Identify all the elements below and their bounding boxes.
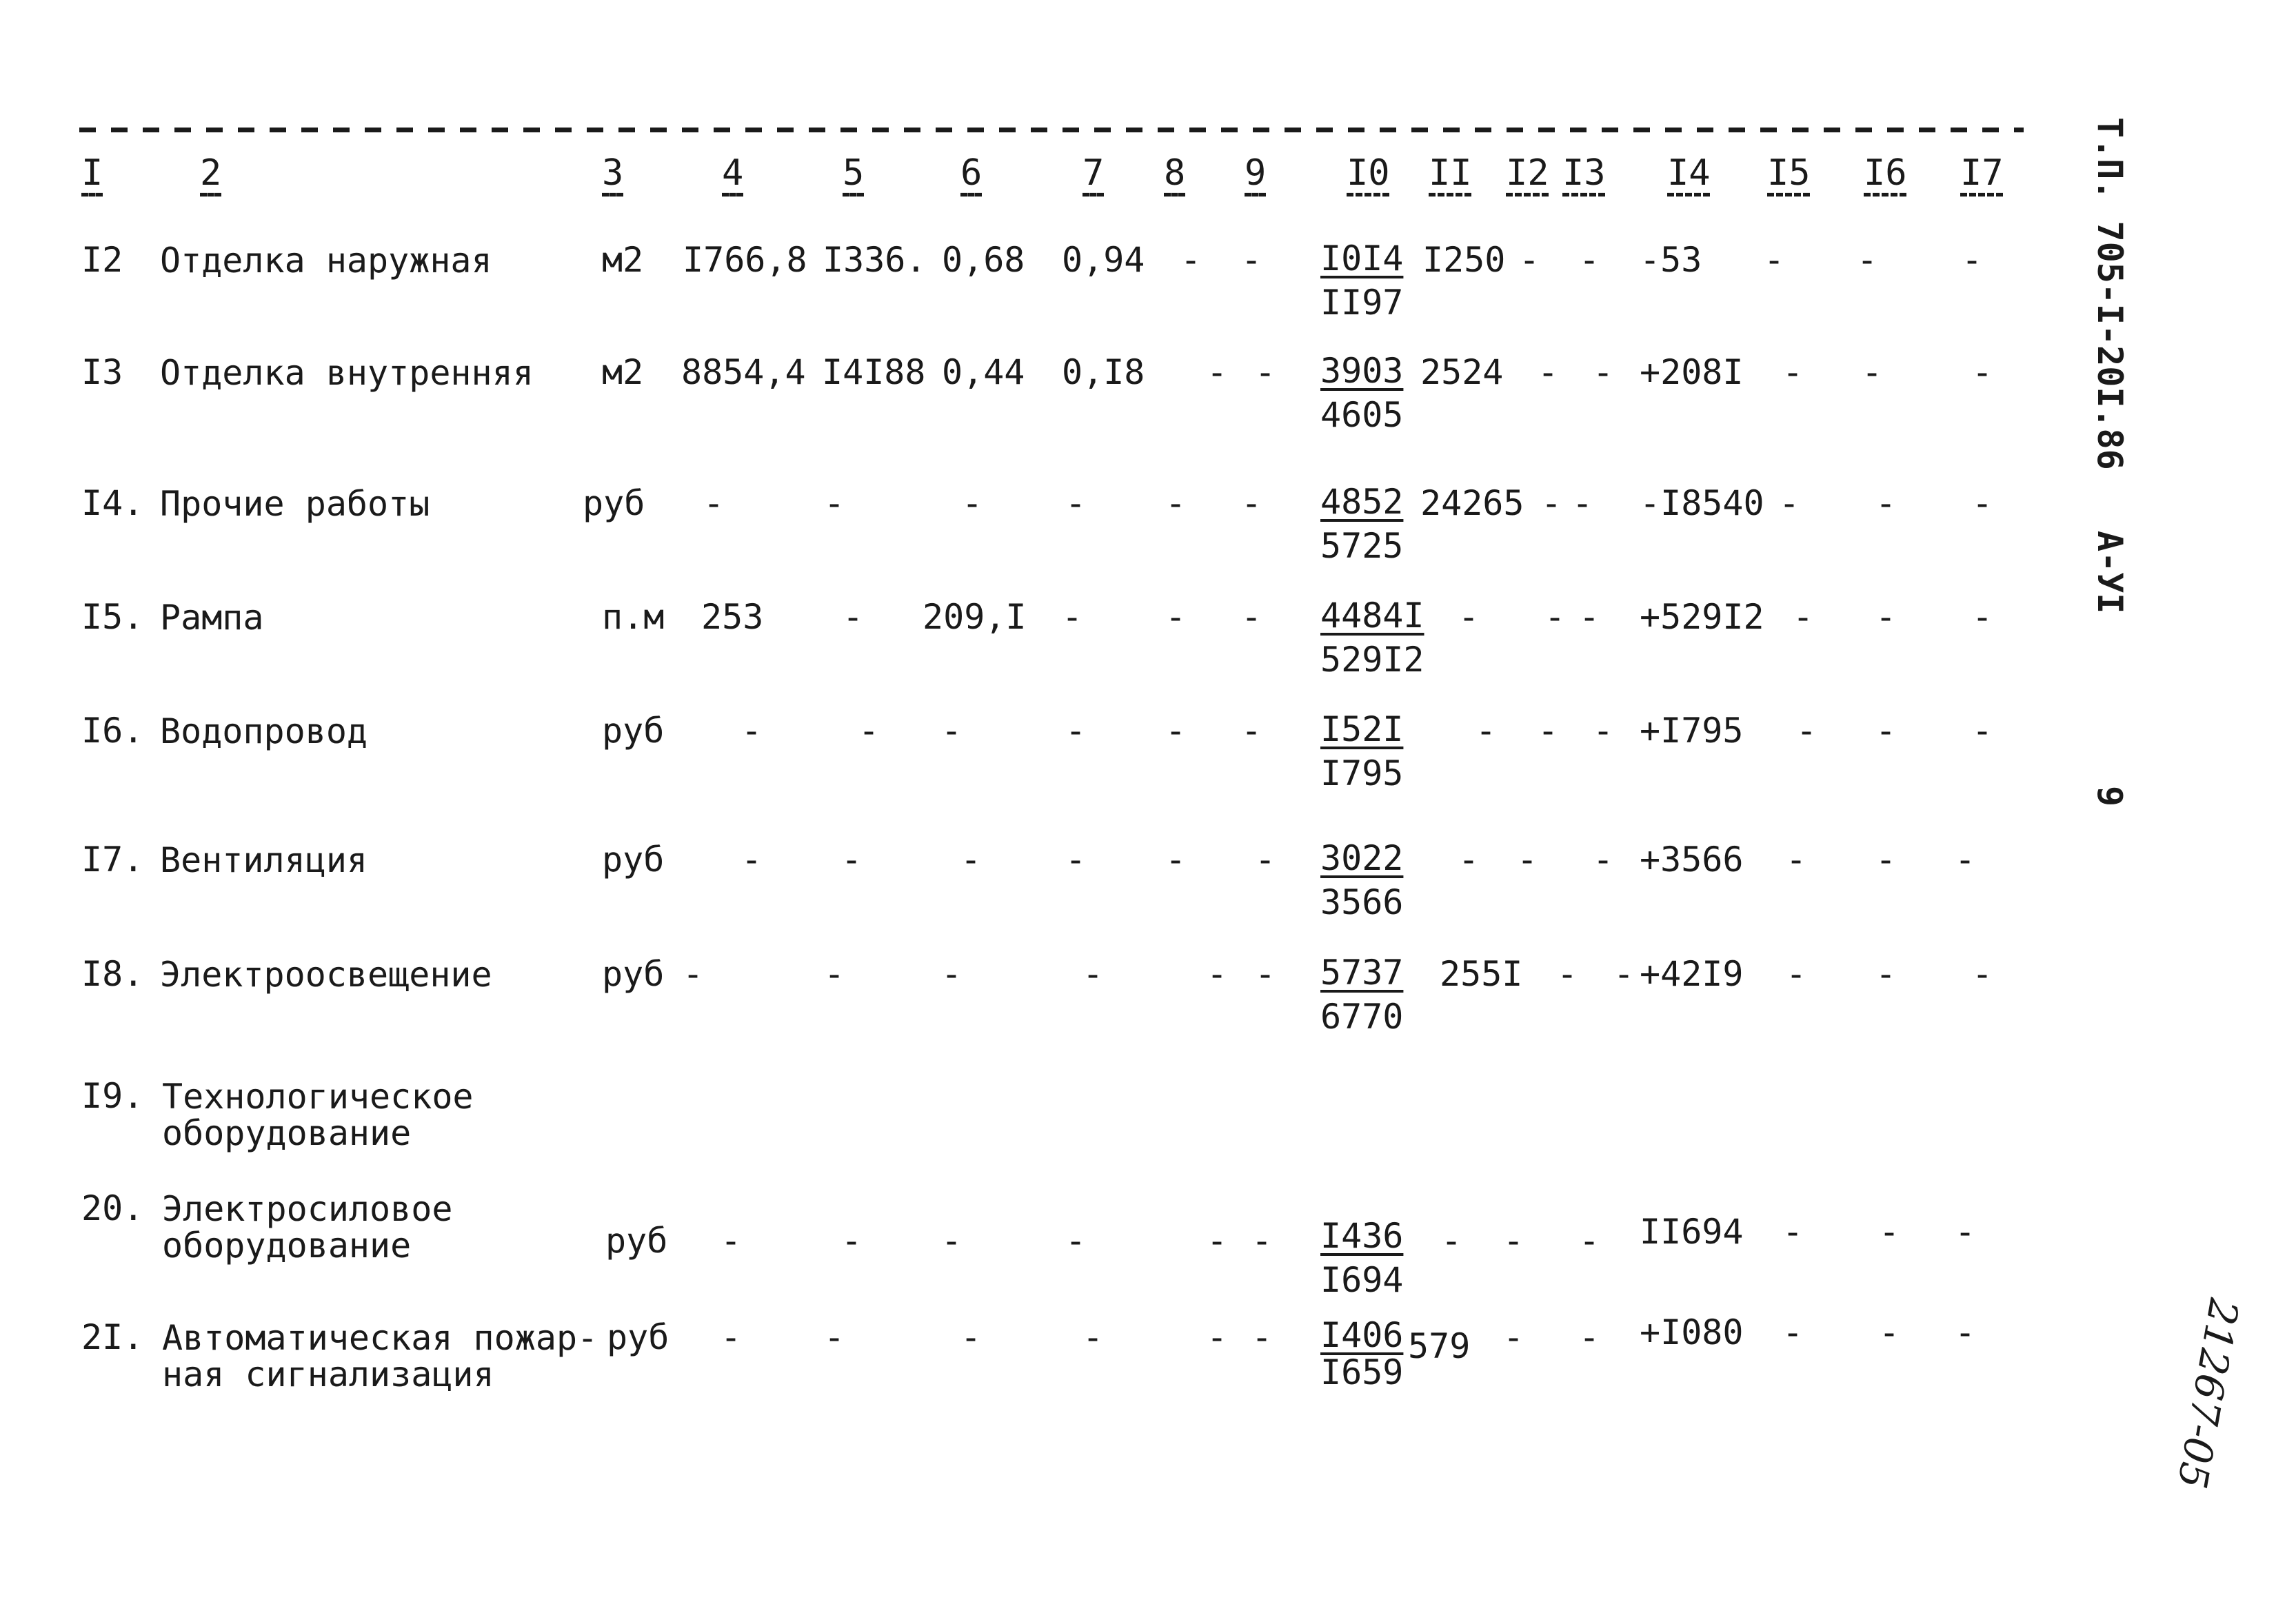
col-16-cell: - bbox=[1875, 840, 1897, 880]
col-10-numerator: 4852 bbox=[1320, 482, 1404, 522]
col-9-cell: - bbox=[1255, 352, 1276, 392]
col-10-denominator: II97 bbox=[1320, 283, 1404, 323]
row-name-line-1: Электросиловое bbox=[162, 1189, 453, 1229]
col-15-cell: - bbox=[1796, 711, 1817, 751]
col-15-cell: - bbox=[1786, 840, 1807, 880]
col-7-cell: - bbox=[1062, 597, 1083, 637]
row-name bbox=[162, 1189, 453, 1266]
col-13-cell: - bbox=[1613, 954, 1635, 994]
col-11-cell: I250 bbox=[1422, 240, 1506, 280]
unit-cell: руб bbox=[605, 1221, 668, 1261]
col-10-numerator: I436 bbox=[1320, 1216, 1404, 1256]
col-11-cell: 24265 bbox=[1420, 483, 1524, 523]
col-8-cell: - bbox=[1165, 597, 1187, 637]
col-11-cell: - bbox=[1458, 840, 1480, 880]
col-7-cell: - bbox=[1065, 1221, 1087, 1261]
col-6-cell: - bbox=[960, 840, 982, 880]
col-11-cell: 255I bbox=[1440, 954, 1523, 994]
row-number: I8. bbox=[81, 954, 144, 994]
col-13-cell: - bbox=[1593, 352, 1614, 392]
col-10-numerator: I0I4 bbox=[1320, 238, 1404, 278]
col-15-cell: - bbox=[1782, 1312, 1804, 1352]
col-8-cell: - bbox=[1165, 483, 1187, 523]
col-11-cell: 579 bbox=[1408, 1326, 1471, 1366]
col-15-cell: - bbox=[1764, 240, 1785, 280]
col-17-cell: - bbox=[1972, 483, 1993, 523]
col-10-fraction bbox=[1320, 596, 1424, 680]
col-10-numerator: 5737 bbox=[1320, 953, 1404, 993]
col-10-denominator: 529I2 bbox=[1320, 640, 1424, 680]
col-12-cell: - bbox=[1538, 352, 1559, 392]
row-name: Рампа bbox=[160, 598, 264, 638]
row-name: Прочие работы bbox=[160, 484, 430, 524]
col-4-cell: - bbox=[703, 483, 725, 523]
col-17-cell: - bbox=[1972, 711, 1993, 751]
col-10-fraction bbox=[1320, 953, 1404, 1037]
col-13-cell: - bbox=[1593, 711, 1614, 751]
col-10-denominator: I795 bbox=[1320, 753, 1404, 793]
col-5-cell: - bbox=[841, 840, 863, 880]
col-12-cell: - bbox=[1541, 483, 1562, 523]
col-12-cell: - bbox=[1557, 954, 1578, 994]
col-16-cell: - bbox=[1875, 483, 1897, 523]
col-14-cell: II694 bbox=[1640, 1212, 1744, 1252]
column-number-13: I3 bbox=[1562, 152, 1606, 194]
col-9-cell: - bbox=[1241, 711, 1262, 751]
row-number: 2I. bbox=[81, 1317, 144, 1357]
col-16-cell: - bbox=[1862, 352, 1883, 392]
row-name-line-2: оборудование bbox=[162, 1225, 412, 1266]
row-name-line-2: оборудование bbox=[162, 1113, 412, 1153]
col-10-fraction bbox=[1320, 482, 1404, 566]
col-5-cell: I336. bbox=[823, 240, 927, 280]
col-11-cell: - bbox=[1476, 711, 1497, 751]
archive-stamp-handwritten: 21267-05 bbox=[2168, 1295, 2248, 1492]
col-10-denominator: I694 bbox=[1320, 1260, 1404, 1300]
col-7-cell: 0,94 bbox=[1062, 240, 1145, 280]
col-5-cell: - bbox=[841, 1221, 863, 1261]
col-5-cell: - bbox=[824, 483, 845, 523]
col-8-cell: - bbox=[1165, 840, 1187, 880]
unit-cell: руб bbox=[583, 483, 645, 523]
col-14-cell: -53 bbox=[1640, 240, 1702, 280]
col-6-cell: 209,I bbox=[923, 597, 1027, 637]
col-12-cell: - bbox=[1544, 597, 1566, 637]
col-4-cell: I766,8 bbox=[683, 240, 807, 280]
col-4-cell: 253 bbox=[701, 597, 764, 637]
col-9-cell: - bbox=[1241, 240, 1262, 280]
col-10-denominator: 3566 bbox=[1320, 882, 1404, 922]
col-6-cell: 0,44 bbox=[942, 352, 1025, 392]
col-12-cell: - bbox=[1517, 840, 1538, 880]
col-4-cell: 8854,4 bbox=[681, 352, 806, 392]
col-15-cell: - bbox=[1793, 597, 1814, 637]
col-7-cell: - bbox=[1065, 711, 1087, 751]
col-9-cell: - bbox=[1241, 597, 1262, 637]
row-name: Вентиляция bbox=[160, 840, 368, 880]
row-name: Водопровод bbox=[160, 711, 368, 751]
row-number: 20. bbox=[81, 1188, 144, 1228]
col-16-cell: - bbox=[1857, 240, 1878, 280]
col-12-cell: - bbox=[1538, 711, 1559, 751]
col-8-cell: - bbox=[1165, 711, 1187, 751]
col-11-cell: - bbox=[1458, 597, 1480, 637]
document-code-label: Т.П. 705-I-20I.86 bbox=[2090, 117, 2130, 470]
col-10-fraction bbox=[1320, 709, 1404, 793]
col-17-cell: - bbox=[1972, 954, 1993, 994]
column-number-9: 9 bbox=[1245, 152, 1267, 194]
row-name bbox=[162, 1079, 474, 1151]
col-16-cell: - bbox=[1875, 711, 1897, 751]
col-14-cell: +3566 bbox=[1640, 840, 1744, 880]
col-17-cell: - bbox=[1962, 240, 1983, 280]
row-name: Отделка наружная bbox=[160, 241, 492, 281]
header-dash-rule bbox=[79, 128, 2024, 132]
col-9-cell: - bbox=[1251, 1317, 1273, 1357]
album-label: А-УI bbox=[2090, 531, 2130, 614]
col-17-cell: - bbox=[1955, 1212, 1976, 1252]
row-number: I3 bbox=[81, 352, 123, 392]
column-number-6: 6 bbox=[960, 152, 983, 194]
col-15-cell: - bbox=[1782, 1212, 1804, 1252]
col-5-cell: I4I88 bbox=[822, 352, 926, 392]
col-10-fraction bbox=[1320, 838, 1404, 922]
col-10-numerator: I52I bbox=[1320, 709, 1404, 749]
col-10-fraction bbox=[1320, 1315, 1404, 1392]
col-8-cell: - bbox=[1207, 352, 1228, 392]
row-name: Электроосвещение bbox=[160, 955, 492, 995]
col-12-cell: - bbox=[1519, 240, 1540, 280]
col-11-cell: 2524 bbox=[1420, 352, 1504, 392]
row-name-line-1: Автоматическая пожар- bbox=[162, 1318, 598, 1358]
col-7-cell: - bbox=[1065, 483, 1087, 523]
col-12-cell: - bbox=[1503, 1317, 1524, 1357]
col-17-cell: - bbox=[1955, 840, 1976, 880]
col-6-cell: - bbox=[941, 711, 963, 751]
col-9-cell: - bbox=[1255, 954, 1276, 994]
row-number: I6. bbox=[81, 711, 144, 751]
unit-cell: руб bbox=[607, 1317, 669, 1357]
unit-cell: м2 bbox=[602, 240, 644, 280]
col-6-cell: 0,68 bbox=[942, 240, 1025, 280]
col-6-cell: - bbox=[960, 1317, 982, 1357]
col-13-cell: - bbox=[1572, 483, 1593, 523]
col-13-cell: - bbox=[1579, 597, 1600, 637]
col-10-denominator: 4605 bbox=[1320, 395, 1404, 435]
col-5-cell: - bbox=[824, 954, 845, 994]
column-number-15: I5 bbox=[1767, 152, 1811, 194]
column-number-11: II bbox=[1429, 152, 1472, 194]
col-17-cell: - bbox=[1972, 597, 1993, 637]
row-name-line-1: Технологическое bbox=[162, 1077, 474, 1117]
col-10-numerator: I406 bbox=[1320, 1315, 1404, 1355]
col-7-cell: 0,I8 bbox=[1062, 352, 1145, 392]
column-number-16: I6 bbox=[1864, 152, 1907, 194]
col-10-numerator: 3903 bbox=[1320, 351, 1404, 391]
row-number: I7. bbox=[81, 840, 144, 880]
row-number: I5. bbox=[81, 597, 144, 637]
row-number: I9. bbox=[81, 1076, 144, 1116]
column-number-14: I4 bbox=[1667, 152, 1711, 194]
column-number-10: I0 bbox=[1347, 152, 1390, 194]
col-14-cell: +I795 bbox=[1640, 711, 1744, 751]
column-number-12: I2 bbox=[1506, 152, 1549, 194]
unit-cell: руб bbox=[602, 711, 665, 751]
unit-cell: руб bbox=[602, 954, 665, 994]
col-10-fraction bbox=[1320, 351, 1404, 435]
row-number: I2 bbox=[81, 240, 123, 280]
col-16-cell: - bbox=[1875, 597, 1897, 637]
col-10-denominator: 5725 bbox=[1320, 526, 1404, 566]
col-5-cell: - bbox=[843, 597, 864, 637]
col-16-cell: - bbox=[1879, 1312, 1900, 1352]
col-15-cell: - bbox=[1782, 352, 1804, 392]
col-16-cell: - bbox=[1875, 954, 1897, 994]
col-6-cell: - bbox=[941, 954, 963, 994]
col-13-cell: - bbox=[1593, 840, 1614, 880]
col-9-cell: - bbox=[1251, 1221, 1273, 1261]
col-14-cell: -I8540 bbox=[1640, 483, 1764, 523]
column-number-1: I bbox=[81, 152, 103, 194]
column-number-17: I7 bbox=[1960, 152, 2004, 194]
col-5-cell: - bbox=[858, 711, 880, 751]
column-number-2: 2 bbox=[200, 152, 222, 194]
col-4-cell: - bbox=[741, 711, 763, 751]
col-10-denominator: 6770 bbox=[1320, 997, 1404, 1037]
col-7-cell: - bbox=[1065, 840, 1087, 880]
unit-cell: м2 bbox=[602, 352, 644, 392]
col-10-fraction bbox=[1320, 1216, 1404, 1300]
unit-cell: п.м bbox=[602, 597, 665, 637]
column-number-5: 5 bbox=[843, 152, 865, 194]
col-8-cell: - bbox=[1207, 954, 1228, 994]
col-15-cell: - bbox=[1786, 954, 1807, 994]
row-name-line-2: ная сигнализация bbox=[162, 1354, 494, 1394]
col-5-cell: - bbox=[824, 1317, 845, 1357]
col-9-cell: - bbox=[1241, 483, 1262, 523]
col-16-cell: - bbox=[1879, 1212, 1900, 1252]
col-4-cell: - bbox=[741, 840, 763, 880]
col-4-cell: - bbox=[721, 1221, 742, 1261]
col-14-cell: +I080 bbox=[1640, 1312, 1744, 1352]
col-13-cell: - bbox=[1579, 240, 1600, 280]
col-6-cell: - bbox=[941, 1221, 963, 1261]
page-number-label: 9 bbox=[2090, 786, 2130, 807]
col-6-cell: - bbox=[962, 483, 983, 523]
col-4-cell: - bbox=[683, 954, 704, 994]
col-10-denominator: I659 bbox=[1320, 1352, 1404, 1392]
col-17-cell: - bbox=[1972, 352, 1993, 392]
col-7-cell: - bbox=[1082, 954, 1104, 994]
col-10-numerator: 3022 bbox=[1320, 838, 1404, 878]
col-15-cell: - bbox=[1779, 483, 1800, 523]
col-13-cell: - bbox=[1579, 1317, 1600, 1357]
col-10-numerator: 4484I bbox=[1320, 596, 1424, 636]
col-4-cell: - bbox=[721, 1317, 742, 1357]
row-number: I4. bbox=[81, 483, 144, 523]
col-8-cell: - bbox=[1207, 1317, 1228, 1357]
unit-cell: руб bbox=[602, 840, 665, 880]
col-14-cell: +42I9 bbox=[1640, 954, 1744, 994]
col-7-cell: - bbox=[1082, 1317, 1104, 1357]
column-number-8: 8 bbox=[1164, 152, 1186, 194]
col-8-cell: - bbox=[1180, 240, 1202, 280]
column-number-7: 7 bbox=[1082, 152, 1105, 194]
col-11-cell: - bbox=[1441, 1221, 1462, 1261]
col-13-cell: - bbox=[1579, 1221, 1600, 1261]
col-10-fraction bbox=[1320, 238, 1404, 323]
col-14-cell: +208I bbox=[1640, 352, 1744, 392]
row-name bbox=[162, 1320, 598, 1392]
col-17-cell: - bbox=[1955, 1312, 1976, 1352]
column-number-4: 4 bbox=[722, 152, 744, 194]
row-name: Отделка внутренняя bbox=[160, 353, 534, 393]
column-number-3: 3 bbox=[602, 152, 624, 194]
col-14-cell: +529I2 bbox=[1640, 597, 1764, 637]
col-12-cell: - bbox=[1503, 1221, 1524, 1261]
col-8-cell: - bbox=[1207, 1221, 1228, 1261]
col-9-cell: - bbox=[1255, 840, 1276, 880]
